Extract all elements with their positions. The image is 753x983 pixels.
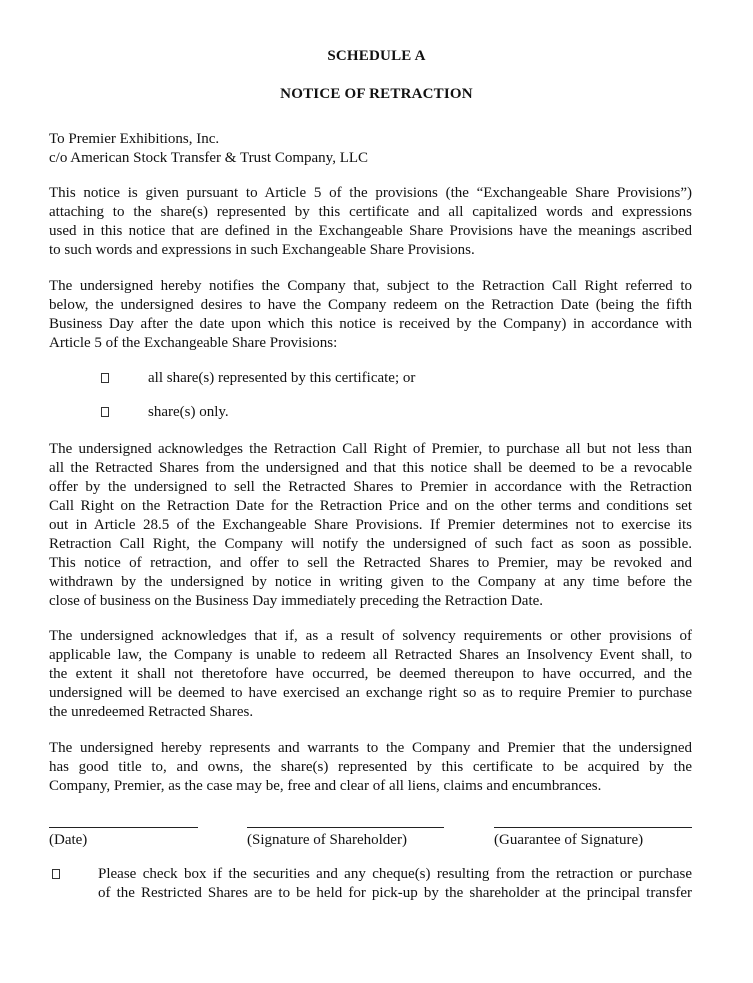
para5-line: has good title to, and owns, the share(s) represented by this certificate to be acquired by the [49, 759, 692, 775]
para1-line: This notice is given pursuant to Article 5 of the provisions (the “Exchangeable Share Provisions”) [49, 185, 692, 201]
shareholder-signature-label: (Signature of Shareholder) [247, 832, 407, 848]
para1-line: to such words and expressions in such Exchangeable Share Provisions. [49, 242, 475, 258]
date-signature-line[interactable] [49, 827, 198, 828]
guarantee-signature-line[interactable] [494, 827, 692, 828]
notice-title: NOTICE OF RETRACTION [280, 86, 473, 102]
addressee-line: To Premier Exhibitions, Inc. [49, 131, 220, 147]
some-shares-option-label: share(s) only. [148, 404, 229, 420]
para2-line: Business Day after the date upon which this notice is received by the Company) in accordance with [49, 316, 692, 332]
para2-line: The undersigned hereby notifies the Company that, subject to the Retraction Call Right referred to [49, 278, 692, 294]
pickup-checkbox[interactable] [52, 869, 60, 879]
para3-line: withdrawn by the undersigned by notice in writing given to the Company at any time before the [49, 574, 692, 590]
date-label: (Date) [49, 832, 88, 848]
guarantee-signature-label: (Guarantee of Signature) [494, 832, 644, 848]
all-shares-checkbox[interactable] [101, 373, 109, 383]
para5-line: The undersigned hereby represents and warrants to the Company and Premier that the undersigned [49, 740, 692, 756]
para3-line: Retraction Call Right, the Company will notify the undersigned of such fact as soon as possible. [49, 536, 692, 552]
some-shares-checkbox[interactable] [101, 407, 109, 417]
para4-line: the unredeemed Retracted Shares. [49, 704, 254, 720]
para3-line: out in Article 28.5 of the Exchangeable Share Provisions. If Premier determines not to exercise its [49, 517, 692, 533]
para3-line: all the Retracted Shares from the undersigned and that this notice shall be deemed to be a revocable [49, 460, 692, 476]
para1-line: attaching to the share(s) represented by this certificate and all capitalized words and expressions [49, 204, 692, 220]
para4-line: applicable law, the Company is unable to redeem all Retracted Shares an Insolvency Event shall, to [49, 647, 692, 663]
para4-line: undersigned will be deemed to have exercised an exchange right so as to require Premier to purchase [49, 685, 692, 701]
para3-line: This notice of retraction, and offer to sell the Retracted Shares to Premier, may be revoked and [49, 555, 692, 571]
para4-line: The undersigned acknowledges that if, as a result of solvency requirements or other provisions of [49, 628, 692, 644]
para3-line: offer by the undersigned to sell the Retracted Shares to Premier in accordance with the Retraction [49, 479, 692, 495]
para3-line: Call Right on the Retraction Date for the Retraction Price and on the other terms and conditions set [49, 498, 692, 514]
schedule-title: SCHEDULE A [327, 48, 426, 64]
para2-line: Article 5 of the Exchangeable Share Provisions: [49, 335, 338, 351]
all-shares-option-label: all share(s) represented by this certificate; or [148, 370, 416, 386]
addressee-line: c/o American Stock Transfer & Trust Company, LLC [49, 150, 369, 166]
para5-line: Company, Premier, as the case may be, free and clear of all liens, claims and encumbrances. [49, 778, 602, 794]
para1-line: used in this notice that are defined in the Exchangeable Share Provisions have the meanings ascribed [49, 223, 692, 239]
para2-line: below, the undersigned desires to have the Company redeem on the Retraction Date (being the fifth [49, 297, 692, 313]
para3-line: close of business on the Business Day immediately preceding the Retraction Date. [49, 593, 544, 609]
shareholder-signature-line[interactable] [247, 827, 444, 828]
pickup-note-line: Please check box if the securities and any cheque(s) resulting from the retraction or purchase [98, 866, 692, 882]
para4-line: the extent it shall not theretofore have occurred, be deemed thereupon to have occurred, and the [49, 666, 692, 682]
para3-line: The undersigned acknowledges the Retraction Call Right of Premier, to purchase all but not less than [49, 441, 692, 457]
pickup-note-line: of the Restricted Shares are to be held for pick-up by the shareholder at the principal transfer [98, 885, 692, 901]
